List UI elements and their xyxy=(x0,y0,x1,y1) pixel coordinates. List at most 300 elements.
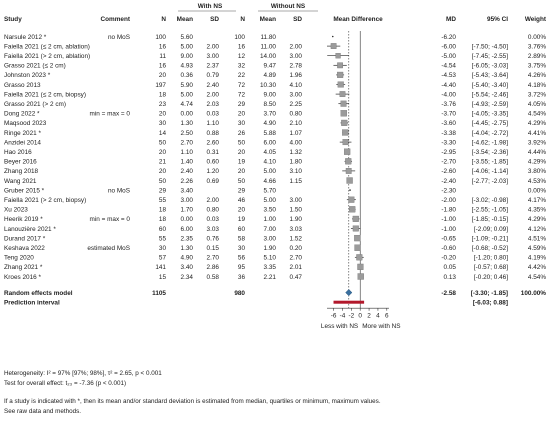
study-ci: [-4.62; -1.98] xyxy=(471,139,508,147)
study-md: -2.30 xyxy=(441,187,456,195)
study-mean-without: 4.66 xyxy=(263,177,276,185)
study-ci: [-5.40; -3.40] xyxy=(471,81,508,89)
study-ci: [-2.09; 0.09] xyxy=(473,225,508,233)
study-sd-without: 1.90 xyxy=(289,216,302,224)
header-without-ns: Without NS xyxy=(270,3,306,10)
study-weight: 0.00% xyxy=(527,187,546,195)
study-ci: [-4.45; -2.75] xyxy=(471,120,508,128)
study-mean-with: 1.30 xyxy=(180,120,193,128)
study-mean-without: 1.90 xyxy=(263,245,276,252)
study-weight: 4.41% xyxy=(527,129,546,137)
study-mean-without: 3.35 xyxy=(263,264,276,272)
study-mean-with: 1.30 xyxy=(180,245,193,252)
study-sd-with: 2.00 xyxy=(206,43,219,51)
study-sd-with: 2.40 xyxy=(206,81,219,89)
study-weight: 4.29% xyxy=(527,216,546,224)
study-name: Zhang 2021 * xyxy=(4,264,43,272)
study-n-without: 19 xyxy=(237,158,245,166)
study-comment: estimated MoS xyxy=(87,245,130,252)
study-name: Dong 2022 * xyxy=(4,110,40,118)
study-md: -2.60 xyxy=(441,168,456,176)
study-weight: 4.17% xyxy=(527,197,546,204)
study-mean-without: 3.00 xyxy=(263,235,276,243)
overall-effect-text: Test for overall effect: t₂₃ = -7.36 (p < 0.001) xyxy=(4,380,127,387)
study-n-with: 50 xyxy=(158,139,166,147)
study-mean-with: 0.00 xyxy=(180,110,193,118)
study-ci: [-7.45; -2.55] xyxy=(471,53,508,60)
study-weight: 4.29% xyxy=(527,120,546,128)
study-ci: [-5.43; -3.64] xyxy=(471,72,508,80)
study-sd-with: 1.10 xyxy=(206,120,219,128)
study-effect-square xyxy=(342,130,348,136)
study-n-without: 30 xyxy=(237,120,245,128)
header-sd-with: SD xyxy=(210,16,219,23)
study-md: -0.65 xyxy=(441,235,456,243)
study-name: Durand 2017 * xyxy=(4,235,46,243)
study-md: -6.00 xyxy=(441,43,456,51)
study-effect-square xyxy=(337,63,342,68)
study-ci: [-4.04; -2.72] xyxy=(471,129,508,137)
study-mean-without: 5.10 xyxy=(263,254,276,262)
study-md: -3.76 xyxy=(441,101,456,108)
study-sd-without: 2.25 xyxy=(289,101,302,108)
study-n-without: 50 xyxy=(237,139,245,147)
study-ci: [-4.05; -3.35] xyxy=(471,110,508,118)
study-n-without: 72 xyxy=(237,91,245,99)
study-n-with: 14 xyxy=(158,129,166,137)
study-weight: 4.54% xyxy=(527,110,546,118)
study-weight: 2.89% xyxy=(527,53,546,60)
study-mean-with: 5.00 xyxy=(180,91,193,99)
study-sd-without: 1.80 xyxy=(289,158,302,166)
study-n-without: 20 xyxy=(237,168,245,176)
study-mean-with: 2.34 xyxy=(180,273,193,281)
study-effect-square xyxy=(340,91,345,96)
study-mean-without: 5.70 xyxy=(263,187,276,195)
study-ci: [-3.54; -2.36] xyxy=(471,149,508,156)
study-n-with: 20 xyxy=(158,149,166,156)
study-mean-without: 10.30 xyxy=(260,81,276,89)
study-weight: 4.54% xyxy=(527,273,546,281)
study-mean-with: 4.74 xyxy=(180,101,193,108)
study-mean-without: 11.00 xyxy=(260,43,276,51)
study-md: -2.95 xyxy=(441,149,456,156)
study-effect-square xyxy=(356,254,362,260)
study-sd-with: 0.58 xyxy=(206,273,219,281)
study-weight: 0.00% xyxy=(527,33,546,41)
study-name: Johnston 2023 * xyxy=(4,72,51,80)
study-n-without: 58 xyxy=(237,235,245,243)
study-comment: no MoS xyxy=(107,33,130,41)
study-sd-without: 3.03 xyxy=(289,225,302,233)
study-md: -1.00 xyxy=(441,216,456,224)
study-point-no-weight xyxy=(349,189,351,191)
study-mean-without: 5.88 xyxy=(263,129,276,137)
x-axis-tick-label: 4 xyxy=(376,312,380,320)
study-n-without: 95 xyxy=(237,264,245,272)
study-ci: [-2.77; -2.03] xyxy=(471,177,508,185)
study-n-without: 36 xyxy=(237,273,245,281)
study-n-with: 18 xyxy=(158,206,166,214)
study-mean-with: 1.10 xyxy=(180,149,193,156)
study-weight: 4.18% xyxy=(527,81,546,89)
study-mean-with: 2.40 xyxy=(180,168,193,176)
study-mean-with: 0.36 xyxy=(180,72,193,80)
study-n-with: 55 xyxy=(158,235,166,243)
study-effect-square xyxy=(343,139,349,145)
header-mean-with: Mean xyxy=(176,16,193,23)
study-ci: [-4.06; -1.14] xyxy=(471,168,508,176)
study-name: Grasso 2021 (≤ 2 cm) xyxy=(4,62,66,70)
study-mean-without: 5.00 xyxy=(263,197,276,204)
study-sd-without: 3.10 xyxy=(289,168,302,176)
study-n-without: 16 xyxy=(237,43,245,51)
study-mean-without: 11.80 xyxy=(260,33,276,41)
study-n-without: 50 xyxy=(237,177,245,185)
study-n-with: 18 xyxy=(158,91,166,99)
study-n-without: 29 xyxy=(237,101,245,108)
study-mean-without: 6.00 xyxy=(263,139,276,147)
study-effect-square xyxy=(344,149,350,155)
study-sd-without: 2.70 xyxy=(289,254,302,262)
study-name: Keshava 2022 xyxy=(4,245,45,252)
study-sd-with: 0.60 xyxy=(206,158,219,166)
study-sd-without: 0.47 xyxy=(289,273,302,281)
study-weight: 4.44% xyxy=(527,149,546,156)
study-sd-without: 1.52 xyxy=(289,235,302,243)
study-weight: 4.35% xyxy=(527,206,546,214)
pooled-weight: 100.00% xyxy=(520,289,546,297)
study-mean-with: 5.90 xyxy=(180,81,193,89)
study-ci: [-5.54; -2.46] xyxy=(471,91,508,99)
study-sd-with: 0.03 xyxy=(206,216,219,224)
study-name: Xu 2023 xyxy=(4,206,28,214)
study-comment: no MoS xyxy=(107,187,130,195)
header-mean-difference: Mean Difference xyxy=(333,16,383,23)
study-name: Grasso 2013 xyxy=(4,81,41,89)
study-n-with: 16 xyxy=(158,62,166,70)
study-md: -4.53 xyxy=(441,72,456,80)
study-mean-with: 6.00 xyxy=(180,225,193,233)
study-sd-with: 3.00 xyxy=(206,53,219,60)
study-weight: 4.51% xyxy=(527,235,546,243)
x-axis-tick-label: 6 xyxy=(385,312,389,320)
study-effect-square xyxy=(331,43,336,48)
study-sd-without: 1.07 xyxy=(289,129,302,137)
study-sd-with: 0.03 xyxy=(206,110,219,118)
header-n-without: N xyxy=(240,16,245,23)
study-n-with: 30 xyxy=(158,120,166,128)
study-n-with: 29 xyxy=(158,187,166,195)
header-study: Study xyxy=(4,16,22,23)
pooled-ci: [-3.30; -1.85] xyxy=(470,289,508,297)
study-mean-with: 2.35 xyxy=(180,235,193,243)
study-name: Zhang 2018 xyxy=(4,168,39,176)
study-n-without: 22 xyxy=(237,72,245,80)
study-n-without: 20 xyxy=(237,149,245,156)
study-sd-with: 2.70 xyxy=(206,254,219,262)
study-ci: [-3.02; -0.98] xyxy=(471,197,508,204)
study-effect-square xyxy=(341,101,347,107)
study-effect-square xyxy=(347,178,353,184)
study-weight: 4.26% xyxy=(527,72,546,80)
study-sd-with: 0.80 xyxy=(206,206,219,214)
study-mean-without: 4.05 xyxy=(263,149,276,156)
study-weight: 3.72% xyxy=(527,91,546,99)
study-effect-square xyxy=(355,245,361,251)
study-mean-without: 4.89 xyxy=(263,72,276,80)
study-effect-square xyxy=(337,72,343,78)
study-sd-without: 2.00 xyxy=(289,43,302,51)
study-effect-square xyxy=(358,274,364,280)
study-mean-with: 5.60 xyxy=(180,33,193,41)
study-weight: 3.80% xyxy=(527,168,546,176)
x-axis-tick-label: 2 xyxy=(367,312,371,320)
study-ci: [-2.55; -1.05] xyxy=(471,206,508,214)
study-effect-square xyxy=(354,235,360,241)
study-n-without: 32 xyxy=(237,62,245,70)
study-sd-without: 4.10 xyxy=(289,81,302,89)
study-name: Faiella 2021 (≤ 2 cm, biopsy) xyxy=(4,91,87,99)
x-axis-label-right: More with NS xyxy=(362,323,401,331)
study-weight: 4.19% xyxy=(527,254,546,262)
study-ci: [-1.20; 0.80] xyxy=(473,254,508,262)
study-name: Faiella 2021 (≤ 2 cm, ablation) xyxy=(4,43,90,51)
study-point-no-weight xyxy=(332,36,334,38)
study-sd-with: 2.03 xyxy=(206,101,219,108)
study-sd-without: 2.78 xyxy=(289,62,302,70)
study-ci: [-0.68; -0.52] xyxy=(471,245,508,252)
header-n-with: N xyxy=(161,16,166,23)
pooled-n-without: 980 xyxy=(234,289,245,297)
study-name: Grasso 2021 (> 2 cm) xyxy=(4,101,66,108)
study-ci: [-6.05; -3.03] xyxy=(471,62,508,70)
study-md: -1.00 xyxy=(441,225,456,233)
study-name: Wang 2021 xyxy=(4,177,37,185)
study-sd-with: 2.00 xyxy=(206,197,219,204)
study-comment: min = max = 0 xyxy=(89,216,130,224)
study-n-with: 23 xyxy=(158,101,166,108)
study-mean-without: 5.00 xyxy=(263,168,276,176)
prediction-interval-bar xyxy=(334,301,365,304)
study-effect-square xyxy=(336,53,341,58)
study-mean-with: 2.70 xyxy=(180,139,193,147)
study-effect-square xyxy=(345,158,351,164)
study-weight: 4.05% xyxy=(527,101,546,108)
study-n-with: 100 xyxy=(155,33,166,41)
header-comment: Comment xyxy=(100,16,130,23)
study-sd-with: 0.69 xyxy=(206,177,219,185)
header-weight: Weight xyxy=(524,16,546,23)
study-mean-without: 9.00 xyxy=(263,91,276,99)
study-weight: 4.53% xyxy=(527,177,546,185)
study-mean-without: 2.21 xyxy=(263,273,276,281)
x-axis-tick-label: 0 xyxy=(358,312,362,320)
study-sd-without: 3.00 xyxy=(289,53,302,60)
study-n-with: 16 xyxy=(158,43,166,51)
study-md: -0.20 xyxy=(441,254,456,262)
study-name: Heerik 2019 * xyxy=(4,216,43,224)
study-mean-with: 3.00 xyxy=(180,197,193,204)
study-mean-without: 4.10 xyxy=(263,158,276,166)
study-sd-without: 2.10 xyxy=(289,120,302,128)
study-sd-without: 2.01 xyxy=(289,264,302,272)
study-sd-without: 4.00 xyxy=(289,139,302,147)
study-sd-with: 2.86 xyxy=(206,264,219,272)
study-mean-without: 7.00 xyxy=(263,225,276,233)
study-n-with: 57 xyxy=(158,254,166,262)
study-n-without: 29 xyxy=(237,187,245,195)
study-sd-without: 0.20 xyxy=(289,245,302,252)
study-sd-without: 3.00 xyxy=(289,91,302,99)
x-axis-tick-label: -4 xyxy=(339,312,346,320)
study-md: -5.00 xyxy=(441,53,456,60)
study-n-with: 30 xyxy=(158,245,166,252)
study-effect-square xyxy=(349,206,355,212)
header-ci: 95% CI xyxy=(487,16,508,23)
study-effect-square xyxy=(341,110,347,116)
study-mean-with: 1.70 xyxy=(180,206,193,214)
study-sd-with: 0.76 xyxy=(206,235,219,243)
study-name: Faiella 2021 (> 2 cm, ablation) xyxy=(4,53,91,60)
study-sd-with: 0.88 xyxy=(206,129,219,137)
study-weight: 4.29% xyxy=(527,158,546,166)
study-weight: 3.75% xyxy=(527,62,546,70)
study-n-with: 20 xyxy=(158,72,166,80)
study-mean-without: 8.50 xyxy=(263,101,276,108)
study-sd-with: 2.60 xyxy=(206,139,219,147)
study-weight: 4.12% xyxy=(527,225,546,233)
study-effect-square xyxy=(353,226,359,232)
study-md: -2.70 xyxy=(441,158,456,166)
study-md: -3.70 xyxy=(441,110,456,118)
study-name: Lanouzière 2021 * xyxy=(4,225,56,233)
x-axis-label-left: Less with NS xyxy=(320,323,359,331)
study-n-without: 72 xyxy=(237,81,245,89)
study-md: -3.38 xyxy=(441,129,456,137)
study-n-without: 26 xyxy=(237,129,245,137)
study-effect-square xyxy=(338,82,344,88)
study-n-without: 19 xyxy=(237,216,245,224)
study-weight: 4.59% xyxy=(527,245,546,252)
study-n-with: 18 xyxy=(158,216,166,224)
study-sd-with: 3.03 xyxy=(206,225,219,233)
header-sd-without: SD xyxy=(293,16,302,23)
study-n-with: 55 xyxy=(158,197,166,204)
study-ci: [-3.55; -1.85] xyxy=(471,158,508,166)
header-md: MD xyxy=(446,16,456,23)
study-md: -4.00 xyxy=(441,91,456,99)
pooled-md: -2.58 xyxy=(441,289,456,297)
study-sd-without: 1.50 xyxy=(289,206,302,214)
study-mean-with: 3.40 xyxy=(180,187,193,195)
study-effect-square xyxy=(353,216,359,222)
study-mean-with: 4.90 xyxy=(180,254,193,262)
study-n-with: 15 xyxy=(158,273,166,281)
study-n-with: 11 xyxy=(159,53,166,60)
study-mean-with: 3.40 xyxy=(180,264,193,272)
study-md: 0.13 xyxy=(443,273,456,281)
study-name: Maqsood 2023 xyxy=(4,120,47,128)
footnote-text: If a study is indicated with *, then its mean and/or standard deviation is estimated from median, quartiles or minimum, maximum values. xyxy=(4,398,381,405)
study-name: Hao 2016 xyxy=(4,149,32,156)
study-n-without: 30 xyxy=(237,245,245,252)
study-sd-with: 2.00 xyxy=(206,91,219,99)
study-n-with: 50 xyxy=(158,177,166,185)
study-effect-square xyxy=(348,197,354,203)
study-name: Kroes 2016 * xyxy=(4,273,41,281)
study-md: -6.20 xyxy=(441,33,456,41)
study-md: -4.54 xyxy=(441,62,456,70)
study-mean-with: 2.50 xyxy=(180,129,193,137)
study-md: -3.60 xyxy=(441,120,456,128)
study-name: Ringe 2021 * xyxy=(4,129,41,137)
study-weight: 3.76% xyxy=(527,43,546,51)
study-n-without: 56 xyxy=(237,254,245,262)
study-name: Faiella 2021 (> 2 cm, biopsy) xyxy=(4,197,87,204)
heterogeneity-text: Heterogeneity: I² = 97% [97%; 98%], τ² = 2.65, p < 0.001 xyxy=(4,370,162,377)
study-ci: [-4.93; -2.59] xyxy=(471,101,508,108)
study-md: -3.30 xyxy=(441,139,456,147)
study-ci: [-0.57; 0.68] xyxy=(473,264,508,272)
study-sd-with: 0.79 xyxy=(206,72,219,80)
study-sd-with: 2.37 xyxy=(206,62,219,70)
study-n-with: 141 xyxy=(155,264,166,272)
study-sd-with: 0.15 xyxy=(206,245,219,252)
study-effect-square xyxy=(341,120,347,126)
header-mean-without: Mean xyxy=(259,16,276,23)
study-ci: [-7.50; -4.50] xyxy=(471,43,508,51)
study-md: -0.60 xyxy=(441,245,456,252)
study-weight: 3.92% xyxy=(527,139,546,147)
study-comment: min = max = 0 xyxy=(89,110,130,118)
study-n-without: 46 xyxy=(237,197,245,204)
study-md: -2.40 xyxy=(441,177,456,185)
study-mean-without: 3.50 xyxy=(263,206,276,214)
study-ci: [-1.09; -0.21] xyxy=(471,235,508,243)
study-n-with: 20 xyxy=(158,110,166,118)
study-n-without: 12 xyxy=(237,53,245,60)
study-n-with: 60 xyxy=(158,225,166,233)
study-mean-with: 5.00 xyxy=(180,43,193,51)
pooled-label: Random effects model xyxy=(4,289,73,297)
x-axis-tick-label: -6 xyxy=(330,312,337,320)
study-n-without: 60 xyxy=(237,225,245,233)
prediction-interval-ci: [-6.03; 0.88] xyxy=(472,299,508,307)
study-n-with: 20 xyxy=(158,168,166,176)
study-sd-with: 1.20 xyxy=(206,168,219,176)
study-mean-with: 1.40 xyxy=(180,158,193,166)
study-sd-without: 1.96 xyxy=(289,72,302,80)
pooled-effect-diamond xyxy=(346,289,352,295)
study-mean-with: 4.93 xyxy=(180,62,193,70)
study-n-with: 21 xyxy=(158,158,166,166)
study-ci: [-0.20; 0.46] xyxy=(473,273,508,281)
study-md: -2.00 xyxy=(441,197,456,204)
study-ci: [-1.85; -0.15] xyxy=(471,216,508,224)
study-mean-without: 9.47 xyxy=(263,62,276,70)
study-name: Beyer 2016 xyxy=(4,158,37,166)
study-md: -1.80 xyxy=(441,206,456,214)
study-sd-without: 0.80 xyxy=(289,110,302,118)
study-mean-without: 3.70 xyxy=(263,110,276,118)
study-sd-without: 1.15 xyxy=(289,177,302,185)
study-name: Anzidei 2014 xyxy=(4,139,41,147)
pooled-n-with: 1105 xyxy=(152,289,166,297)
study-md: -4.40 xyxy=(441,81,456,89)
study-effect-square xyxy=(357,264,363,270)
study-effect-square xyxy=(346,168,351,173)
